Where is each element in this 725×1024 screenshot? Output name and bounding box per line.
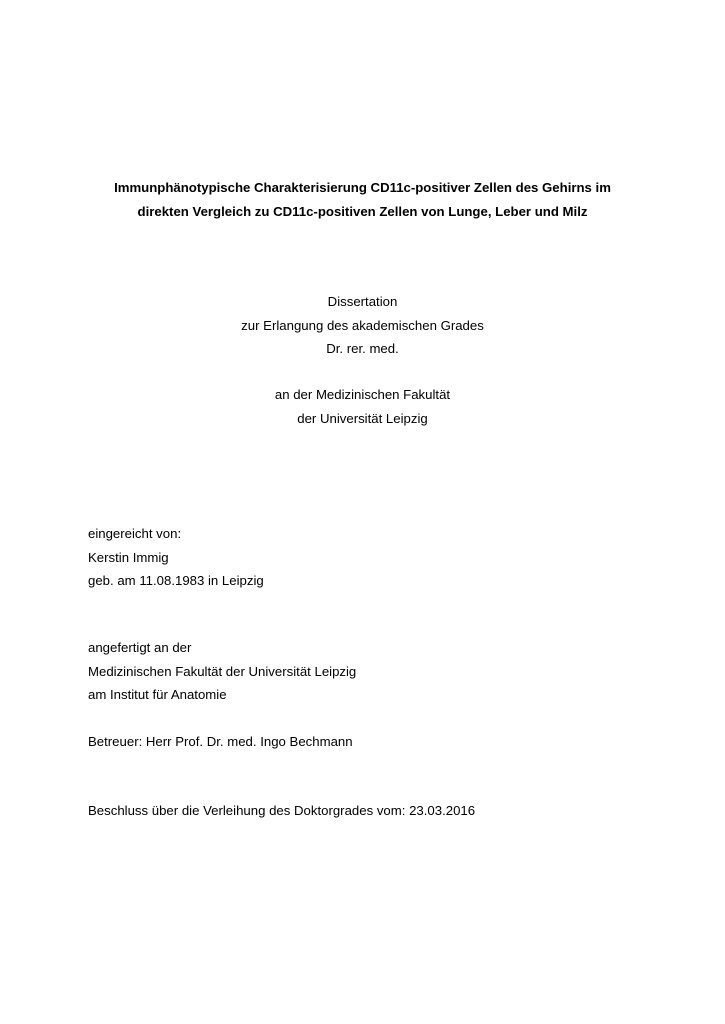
decision-line: Beschluss über die Verleihung des Doktorgrades vom: 23.03.2016 — [88, 803, 476, 818]
title-line-2: direkten Vergleich zu CD11c-positiven Zellen von Lunge, Leber und Milz — [137, 203, 588, 219]
document-type: Dissertation — [327, 294, 398, 309]
author-info — [88, 522, 264, 593]
degree-name: Dr. rer. med. — [326, 341, 399, 356]
supervisor-line: Betreuer: Herr Prof. Dr. med. Ingo Bechmann — [88, 734, 353, 749]
dissertation-title — [0, 176, 725, 223]
prepared-at-label: angefertigt an der — [88, 640, 192, 655]
faculty-line-2: der Universität Leipzig — [297, 410, 428, 426]
submitted-by-label: eingereicht von: — [88, 526, 182, 541]
institution-department: am Institut für Anatomie — [88, 687, 227, 702]
title-line-1: Immunphänotypische Charakterisierung CD11c-positiver Zellen des Gehirns im — [114, 180, 611, 195]
institution-faculty: Medizinischen Fakultät der Universität Leipzig — [88, 663, 357, 679]
faculty-line-1: an der Medizinischen Fakultät — [274, 387, 451, 402]
decision-info — [88, 799, 475, 823]
institution-info — [88, 636, 356, 707]
author-name: Kerstin Immig — [88, 549, 169, 565]
author-birth: geb. am 11.08.1983 in Leipzig — [88, 573, 264, 588]
faculty-statement — [0, 383, 725, 430]
supervisor-info — [88, 730, 353, 754]
degree-purpose: zur Erlangung des akademischen Grades — [241, 317, 484, 333]
degree-statement — [0, 290, 725, 361]
